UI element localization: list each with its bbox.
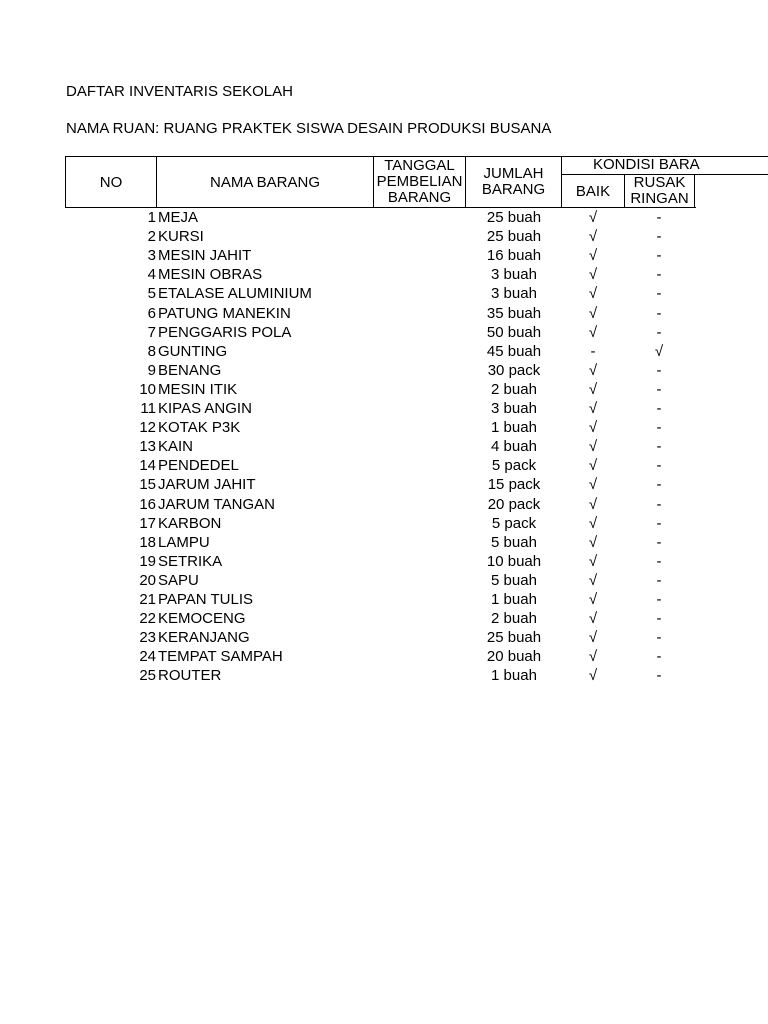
item-quantity: 5 buah [491, 571, 537, 589]
condition-baik: √ [588, 648, 598, 666]
condition-baik: √ [588, 476, 598, 494]
header-kondisi-text: KONDISI BARA [593, 156, 700, 173]
condition-baik: √ [588, 228, 598, 246]
table-row [0, 361, 768, 380]
item-quantity: 5 pack [491, 457, 537, 475]
item-quantity: 45 buah [486, 342, 542, 360]
row-number: 7 [147, 323, 156, 341]
item-quantity: 3 buah [491, 400, 537, 417]
item-quantity: 35 buah [486, 304, 542, 322]
table-row [0, 495, 768, 514]
row-number: 17 [139, 514, 156, 532]
item-name: PATUNG MANEKIN [158, 304, 291, 322]
condition-baik: - [590, 342, 596, 360]
condition-rusak-ringan: - [656, 495, 662, 513]
table-row [0, 342, 768, 361]
item-quantity: 10 buah [486, 552, 542, 570]
header-col-sep-6 [694, 174, 695, 208]
table-row [0, 533, 768, 552]
row-number: 4 [147, 266, 156, 284]
condition-rusak-ringan: - [656, 629, 662, 647]
header-jumlah-barang [466, 157, 561, 207]
item-quantity: 5 buah [491, 533, 537, 551]
row-number: 9 [147, 361, 156, 379]
table-row [0, 246, 768, 265]
row-number: 23 [139, 629, 156, 647]
row-number: 13 [139, 438, 156, 456]
condition-rusak-ringan: - [656, 476, 662, 494]
condition-rusak-ringan: - [656, 610, 662, 628]
header-tanggal-pembelian [374, 157, 465, 207]
item-name: JARUM JAHIT [158, 476, 256, 494]
condition-baik: √ [588, 571, 598, 589]
table-row [0, 666, 768, 685]
table-row [0, 628, 768, 647]
item-name: LAMPU [158, 533, 210, 551]
table-row [0, 647, 768, 666]
condition-baik: √ [588, 285, 598, 303]
table-row [0, 437, 768, 456]
row-number: 2 [147, 228, 156, 246]
condition-baik: √ [588, 457, 598, 475]
item-quantity: 1 buah [491, 419, 537, 437]
row-number: 14 [139, 457, 156, 475]
header-jumlah-line2: BARANG [481, 181, 546, 198]
item-name: ROUTER [158, 667, 222, 685]
row-number: 25 [139, 667, 156, 685]
condition-baik: √ [588, 514, 598, 532]
item-name: KURSI [158, 228, 204, 246]
item-quantity: 1 buah [491, 591, 537, 608]
header-tanggal-line1: TANGGAL [384, 157, 455, 174]
header-rusak-ringan [625, 175, 694, 207]
condition-baik: √ [588, 591, 598, 608]
condition-baik: √ [588, 438, 598, 456]
header-rusak-line1: RUSAK [633, 174, 686, 191]
row-number: 24 [139, 648, 156, 666]
item-quantity: 2 buah [491, 380, 537, 398]
row-number: 22 [139, 610, 156, 628]
row-number: 20 [139, 571, 156, 589]
item-name: KIPAS ANGIN [158, 400, 252, 417]
table-row [0, 571, 768, 590]
condition-rusak-ringan: - [656, 380, 662, 398]
item-name: KAIN [158, 438, 194, 456]
condition-rusak-ringan: - [656, 228, 662, 246]
row-number: 19 [139, 552, 156, 570]
condition-rusak-ringan: - [656, 323, 662, 341]
item-name: TEMPAT SAMPAH [158, 648, 283, 666]
condition-rusak-ringan: - [656, 514, 662, 532]
item-name: MESIN OBRAS [158, 266, 263, 284]
condition-rusak-ringan: - [656, 419, 662, 437]
condition-baik: √ [588, 209, 598, 226]
condition-baik: √ [588, 533, 598, 551]
item-quantity: 25 buah [486, 228, 542, 246]
header-no-text: NO [99, 173, 123, 191]
condition-rusak-ringan: √ [654, 342, 664, 360]
condition-baik: √ [588, 247, 598, 265]
row-number: 8 [147, 342, 156, 360]
item-quantity: 16 buah [486, 247, 542, 265]
row-number: 5 [147, 285, 156, 303]
condition-baik: √ [588, 323, 598, 341]
room-name-line: NAMA RUAN: RUANG PRAKTEK SISWA DESAIN PRODUKSI BUSANA [66, 120, 552, 137]
header-baik-text: BAIK [575, 182, 611, 200]
table-row [0, 514, 768, 533]
condition-rusak-ringan: - [656, 571, 662, 589]
table-row [0, 380, 768, 399]
table-row [0, 475, 768, 494]
item-name: KERANJANG [158, 629, 250, 647]
condition-rusak-ringan: - [656, 304, 662, 322]
condition-baik: √ [588, 552, 598, 570]
item-quantity: 2 buah [491, 610, 537, 628]
item-quantity: 25 buah [486, 209, 542, 226]
item-quantity: 4 buah [491, 438, 537, 456]
row-number: 3 [147, 247, 156, 265]
table-row [0, 265, 768, 284]
condition-rusak-ringan: - [656, 438, 662, 456]
table-row [0, 399, 768, 418]
condition-rusak-ringan: - [656, 209, 662, 226]
item-name: KEMOCENG [158, 610, 246, 628]
item-name: KOTAK P3K [158, 419, 241, 437]
condition-rusak-ringan: - [656, 400, 662, 417]
item-quantity: 20 pack [487, 495, 541, 513]
item-quantity: 30 pack [487, 361, 541, 379]
row-number: 21 [139, 591, 156, 608]
row-number: 12 [139, 419, 156, 437]
row-number: 10 [139, 380, 156, 398]
table-row [0, 208, 768, 227]
table-row [0, 552, 768, 571]
document-title: DAFTAR INVENTARIS SEKOLAH [66, 83, 293, 100]
condition-baik: √ [588, 667, 598, 685]
item-quantity: 1 buah [491, 667, 537, 685]
item-name: ETALASE ALUMINIUM [158, 285, 312, 303]
item-quantity: 50 buah [486, 323, 542, 341]
condition-rusak-ringan: - [656, 247, 662, 265]
item-name: PENGGARIS POLA [158, 323, 292, 341]
header-nama-barang-text: NAMA BARANG [209, 173, 321, 191]
item-name: PAPAN TULIS [158, 591, 254, 608]
item-name: MESIN ITIK [158, 380, 238, 398]
item-quantity: 20 buah [486, 648, 542, 666]
condition-baik: √ [588, 629, 598, 647]
table-row [0, 227, 768, 246]
header-tanggal-line2: PEMBELIAN [376, 173, 463, 190]
condition-baik: √ [588, 304, 598, 322]
condition-baik: √ [588, 361, 598, 379]
condition-baik: √ [588, 266, 598, 284]
header-no [66, 157, 156, 207]
item-quantity: 3 buah [491, 285, 537, 303]
item-name: SETRIKA [158, 552, 223, 570]
condition-rusak-ringan: - [656, 457, 662, 475]
condition-rusak-ringan: - [656, 361, 662, 379]
condition-rusak-ringan: - [656, 648, 662, 666]
table-row [0, 418, 768, 437]
item-quantity: 25 buah [486, 629, 542, 647]
condition-baik: √ [588, 419, 598, 437]
header-rusak-line2: RINGAN [630, 190, 689, 207]
condition-rusak-ringan: - [656, 285, 662, 303]
row-number: 18 [139, 533, 156, 551]
item-name: MESIN JAHIT [158, 247, 252, 265]
row-number: 15 [139, 476, 156, 494]
item-name: MEJA [158, 209, 199, 226]
condition-baik: √ [588, 610, 598, 628]
condition-rusak-ringan: - [656, 591, 662, 608]
row-number: 11 [140, 400, 156, 417]
condition-baik: √ [588, 380, 598, 398]
condition-rusak-ringan: - [656, 266, 662, 284]
item-name: KARBON [158, 514, 222, 532]
header-tanggal-line3: BARANG [387, 189, 452, 206]
header-baik [562, 175, 624, 207]
condition-rusak-ringan: - [656, 552, 662, 570]
header-jumlah-line1: JUMLAH [483, 165, 544, 182]
item-quantity: 3 buah [491, 266, 537, 284]
table-row [0, 456, 768, 475]
table-row [0, 590, 768, 609]
table-row [0, 284, 768, 303]
row-number: 1 [147, 209, 156, 226]
condition-rusak-ringan: - [656, 667, 662, 685]
header-nama-barang [157, 157, 373, 207]
table-row [0, 304, 768, 323]
item-name: PENDEDEL [158, 457, 239, 475]
condition-baik: √ [588, 495, 598, 513]
item-name: JARUM TANGAN [158, 495, 275, 513]
header-kondisi-barang [562, 156, 768, 174]
item-name: SAPU [158, 571, 199, 589]
row-number: 16 [139, 495, 156, 513]
item-name: GUNTING [158, 342, 228, 360]
item-quantity: 5 pack [491, 514, 537, 532]
item-name: BENANG [158, 361, 222, 379]
table-row [0, 609, 768, 628]
condition-baik: √ [588, 400, 598, 417]
condition-rusak-ringan: - [656, 533, 662, 551]
row-number: 6 [147, 304, 156, 322]
table-row [0, 323, 768, 342]
item-quantity: 15 pack [487, 476, 541, 494]
